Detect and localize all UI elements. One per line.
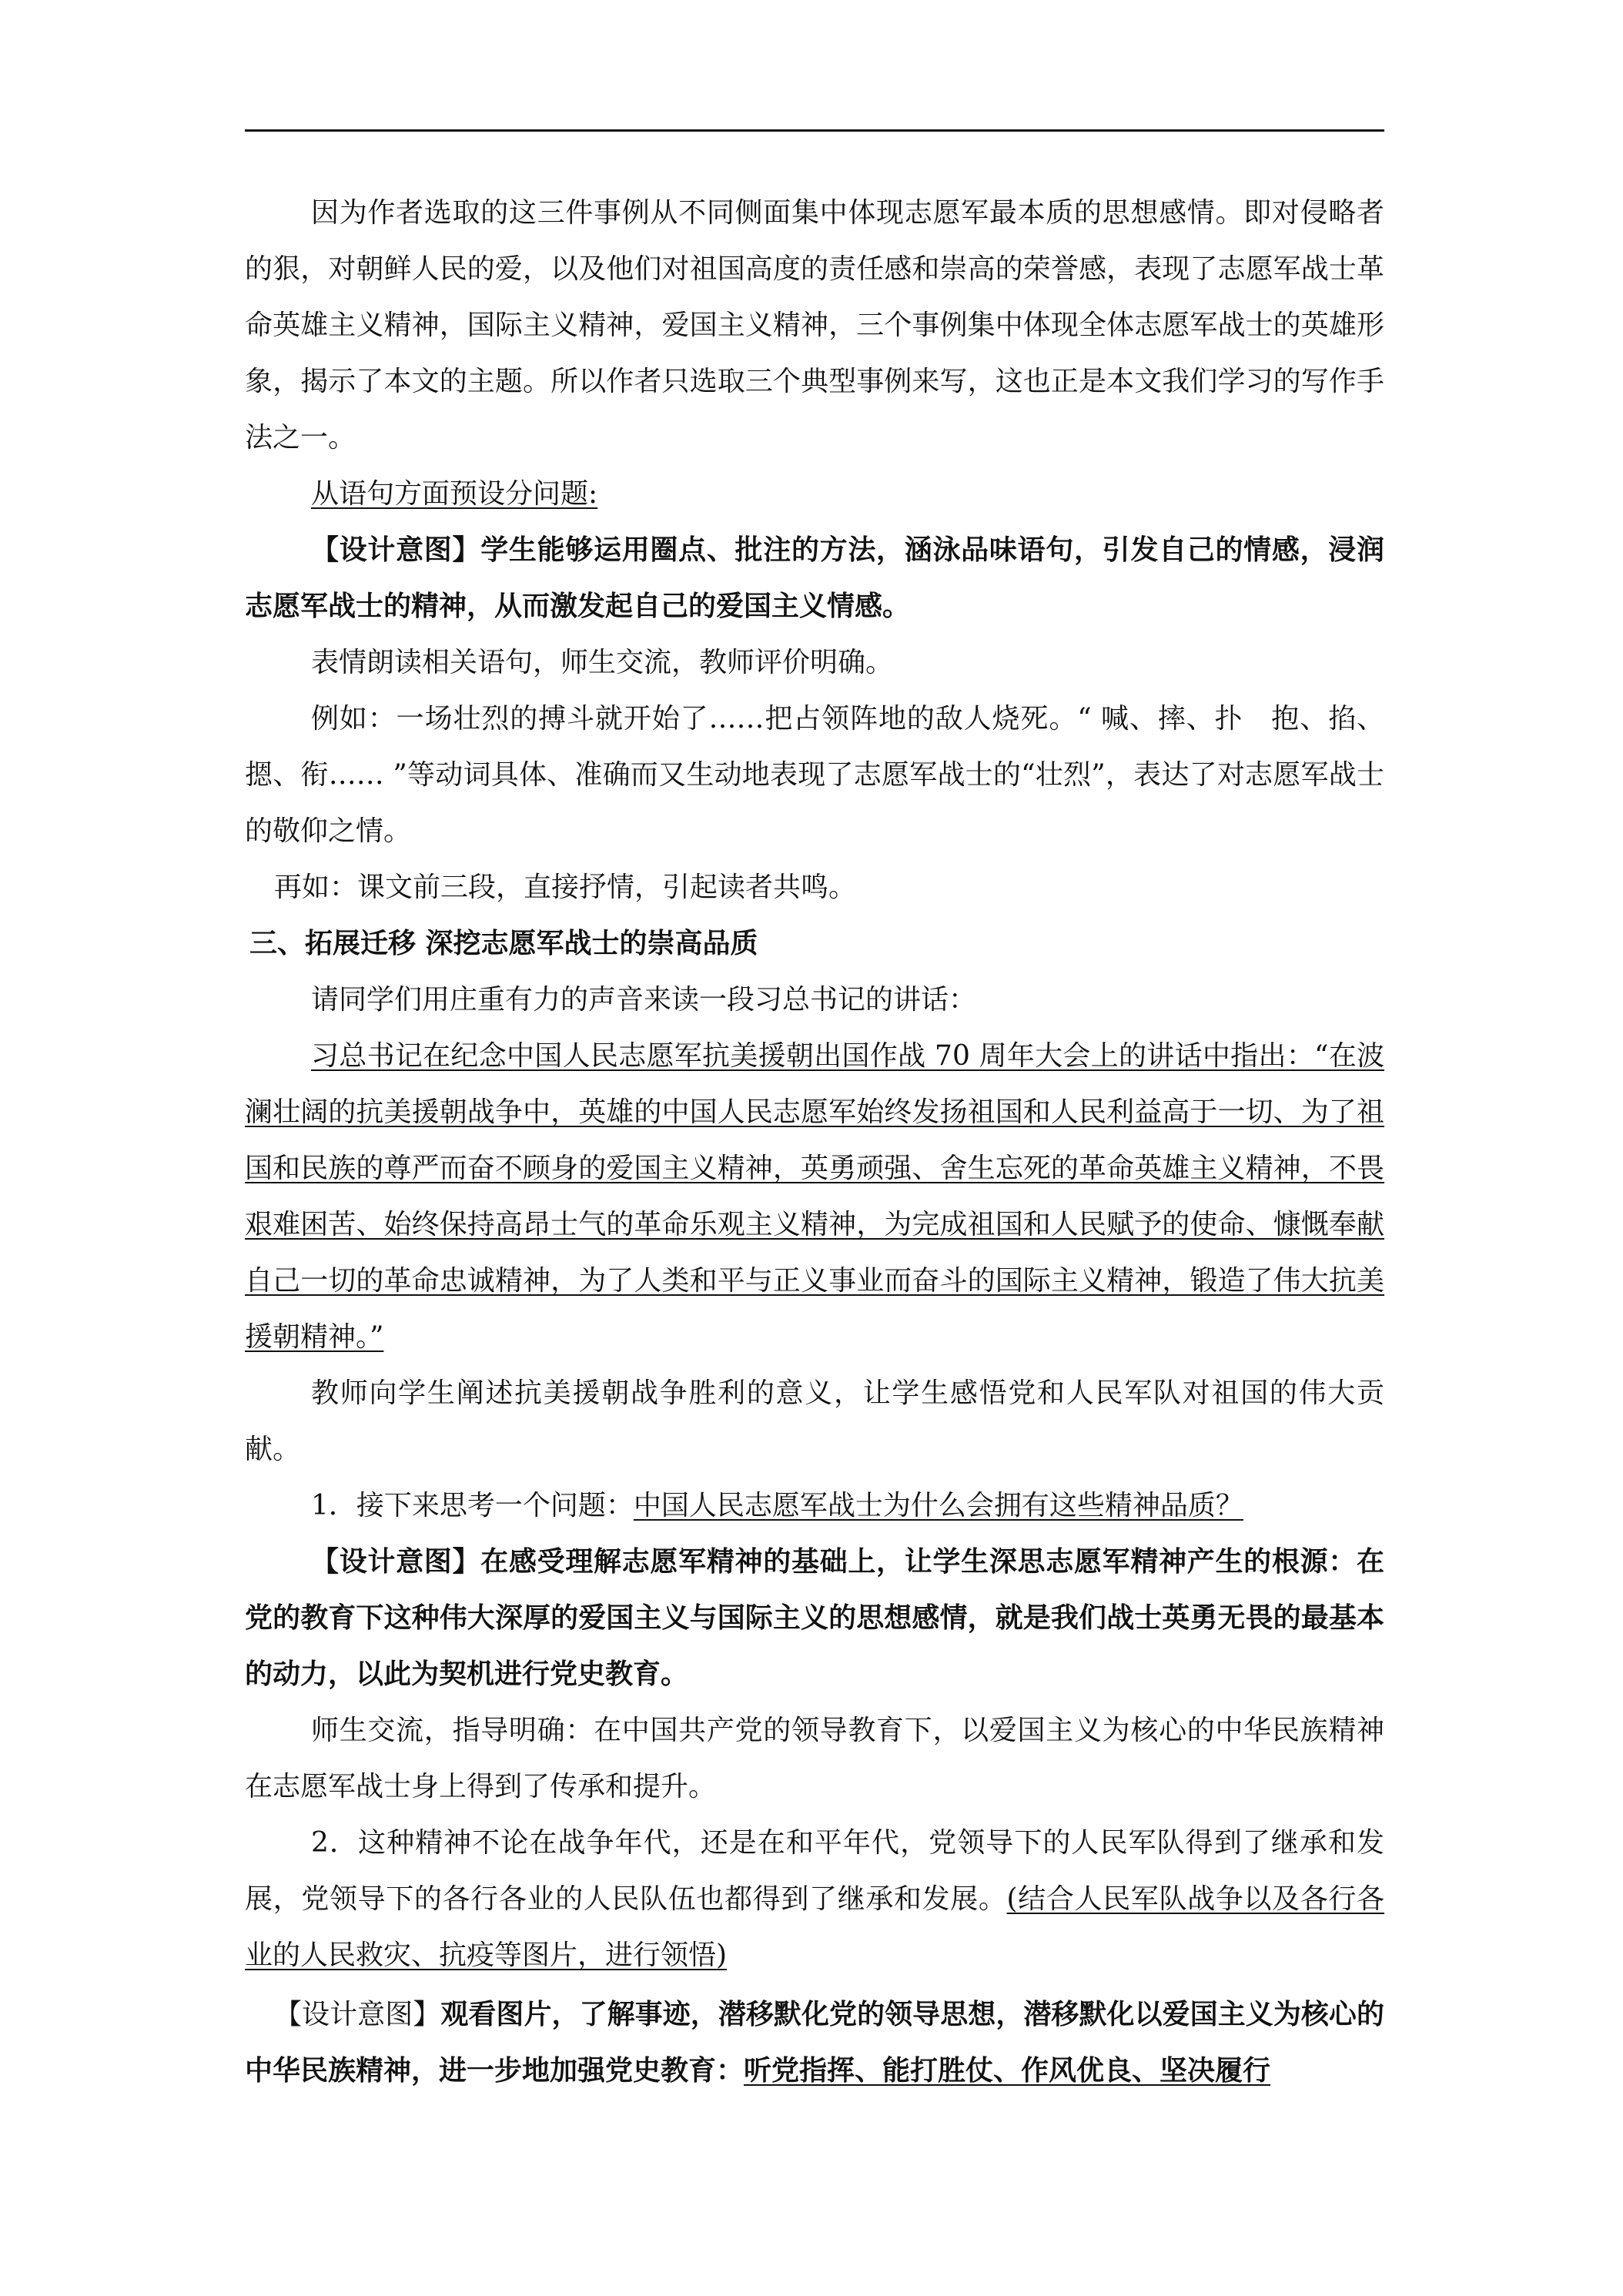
design-intent-underlined: 听党指挥、能打胜仗、作风优良、坚决履行	[744, 2054, 1271, 2087]
underlined-quote: 习总书记在纪念中国人民志愿军抗美援朝出国作战 70 周年大会上的讲话中指出：“在波澜壮阔的抗美援朝战争中，英雄的中国人民志愿军始终发扬祖国和人民利益高于一切、为了祖国和民族的尊严而奋不顾身的爱国主义精神，英勇顽强、舍生忘死的革命英雄主义精神，不畏艰难困苦、始终保持高昂士气的革命乐观主义精神，为完成祖国和人民赋予的使命、慷慨奉献自己一切的革命忠诚精神，为了人类和平与正义事业而奋斗的国际主义精神，锻造了伟大抗美援朝精神。”	[245, 1040, 1384, 1353]
question-2-text: 2．这种精神不论在战争年代，还是在和平年代，党领导下的人民军队得到了继承和发展，党领导下的各行各业的人民队伍也都得到了继承和发展。	[245, 1827, 1384, 1915]
paragraph-design-intent-2: 【设计意图】在感受理解志愿军精神的基础上，让学生深思志愿军精神产生的根源：在党的教育下这种伟大深厚的爱国主义与国际主义的思想感情，就是我们战士英勇无畏的最基本的动力，以此为契机进行党史教育。	[245, 1545, 1384, 1690]
section-heading-3: 三、拓展迁移 深挖志愿军战士的崇高品质	[249, 928, 758, 959]
paragraph-design-intent-3	[245, 1986, 1384, 2099]
document-body	[245, 185, 1384, 2099]
paragraph-design-intent-1: 【设计意图】学生能够运用圈点、批注的方法，涵泳品味语句，引发自己的情感，浸润志愿军战士的精神，从而激发起自己的爱国主义情感。	[245, 534, 1384, 622]
paragraph-example: 例如：一场壮烈的搏斗就开始了……把占领阵地的敌人烧死。“ 喊、摔、扑 抱、掐、摁、衔…… ”等动词具体、准确而又生动地表现了志愿军战士的“壮烈”，表达了对志愿军战士的敬仰之情。	[245, 703, 1384, 847]
paragraph-another-example: 再如：课文前三段，直接抒情，引起读者共鸣。	[274, 872, 857, 903]
header-rule	[245, 129, 1384, 132]
design-intent-text: 观看图片，了解事迹，潜移默化党的领导思想，潜移默化以爱国主义为核心的中华民族精神，进一步地加强党史教育：	[245, 1998, 1384, 2087]
paragraph-question-1	[245, 1478, 1384, 1534]
design-intent-label: 【设计意图】	[274, 1999, 441, 2030]
paragraph-example-analysis: 因为作者选取的这三件事例从不同侧面集中体现志愿军最本质的思想感情。即对侵略者的狠，对朝鲜人民的爱，以及他们对祖国高度的责任感和崇高的荣誉感，表现了志愿军战士革命英雄主义精神，国际主义精神，爱国主义精神，三个事例集中体现全体志愿军战士的英雄形象，揭示了本文的主题。所以作者只选取三个典型事例来写，这也正是本文我们学习的写作手法之一。	[245, 197, 1384, 454]
paragraph-read-speech: 请同学们用庄重有力的声音来读一段习总书记的讲话：	[311, 984, 977, 1016]
underlined-text: 从语句方面预设分问题:	[311, 478, 598, 510]
paragraph-reading: 表情朗读相关语句，师生交流，教师评价明确。	[311, 647, 894, 678]
paragraph-speech-quote	[245, 1028, 1384, 1365]
question-2-underlined: (结合人民军队战争以及各行各业的人民救灾、抗疫等图片，进行领悟)	[245, 1883, 1384, 1971]
question-number-text: 1．接下来思考一个问题：	[311, 1490, 634, 1521]
paragraph-teacher-explain: 教师向学生阐述抗美援朝战争胜利的意义，让学生感悟党和人民军队对祖国的伟大贡献。	[245, 1377, 1384, 1465]
paragraph-discussion: 师生交流，指导明确：在中国共产党的领导教育下，以爱国主义为核心的中华民族精神在志愿军战士身上得到了传承和提升。	[245, 1715, 1384, 1802]
paragraph-question-2	[245, 1815, 1384, 1983]
paragraph-sentence-questions	[245, 466, 1384, 522]
question-underlined: 中国人民志愿军战士为什么会拥有这些精神品质？	[633, 1490, 1243, 1521]
